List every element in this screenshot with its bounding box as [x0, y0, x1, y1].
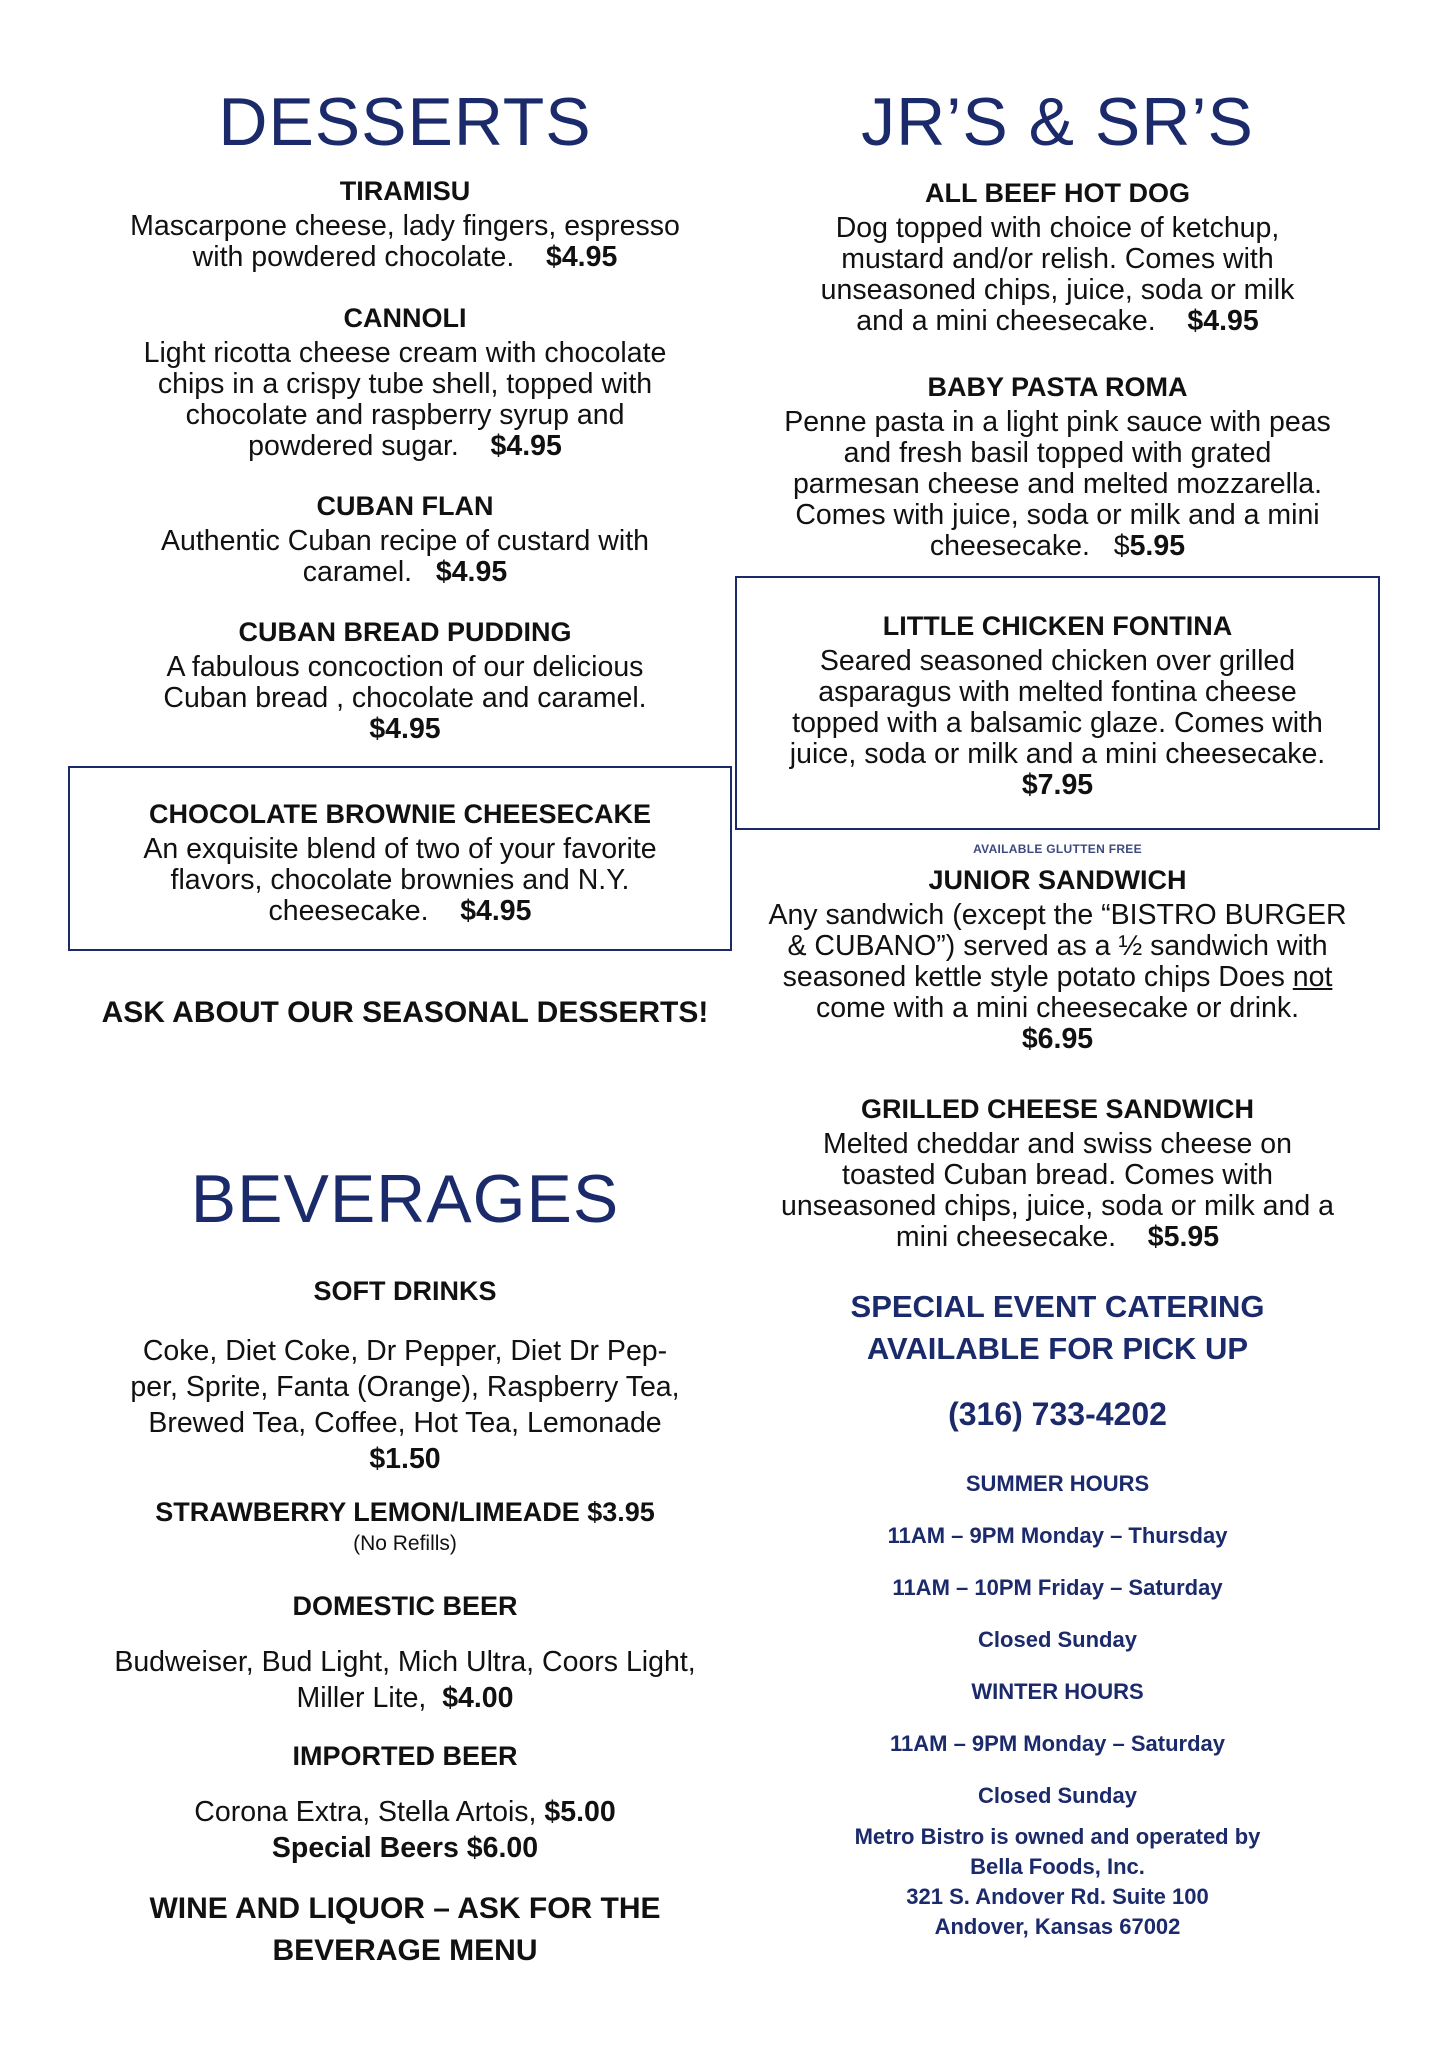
item-desc — [735, 900, 1380, 1055]
desc-line: per, Sprite, Fanta (Orange), Raspberry Tea, — [130, 1371, 680, 1403]
desc-line — [735, 1222, 1380, 1253]
desc-line: chocolate and raspberry syrup and — [185, 399, 625, 431]
item-desc — [735, 407, 1380, 562]
menu-item-chocolate-brownie-cheesecake — [68, 766, 732, 951]
desc-line: unseasoned chips, juice, soda or milk and a — [781, 1190, 1334, 1222]
item-desc — [70, 834, 730, 927]
hours-line: Closed Sunday — [978, 1627, 1137, 1652]
item-price: $5.95 — [1147, 1221, 1220, 1253]
item-desc — [60, 652, 750, 745]
bev-strawberry-lemonade — [60, 1496, 750, 1556]
item-desc — [60, 1333, 750, 1477]
item-price: $4.95 — [435, 556, 508, 588]
desc-line: unseasoned chips, juice, soda or milk — [820, 274, 1295, 306]
summer-hours-label: SUMMER HOURS — [965, 1471, 1150, 1496]
desc-text: and a mini cheesecake. — [856, 305, 1156, 337]
bev-domestic-beer — [60, 1590, 750, 1716]
desc-line: topped with a balsamic glaze. Comes with — [792, 707, 1323, 739]
desc-text: cheesecake. — [268, 895, 429, 927]
item-price: $4.95 — [490, 430, 562, 462]
item-name: CHOCOLATE BROWNIE CHEESECAKE — [148, 799, 652, 829]
hours-line: 11AM – 10PM Friday – Saturday — [892, 1575, 1223, 1600]
wine-liquor-note — [60, 1888, 750, 1972]
desc-line — [735, 306, 1380, 337]
desc-line — [60, 557, 750, 588]
desc-line: Comes with juice, soda or milk and a mini — [795, 499, 1320, 531]
item-price: $4.00 — [442, 1682, 514, 1714]
item-price: $4.95 — [369, 713, 441, 745]
desc-line: Mascarpone cheese, lady fingers, espresso — [130, 210, 680, 242]
gluten-free-note: AVAILABLE GLUTTEN FREE — [973, 842, 1142, 856]
desc-line: Coke, Diet Coke, Dr Pepper, Diet Dr Pep- — [142, 1335, 668, 1367]
desc-text: with powdered chocolate. — [192, 241, 515, 273]
item-desc — [60, 526, 750, 588]
desc-line: juice, soda or milk and a mini cheesecake. — [789, 738, 1326, 770]
item-name: CANNOLI — [343, 303, 467, 333]
desc-line: asparagus with melted fontina cheese — [818, 676, 1297, 708]
item-desc — [60, 1794, 750, 1866]
desc-text: Corona Extra, Stella Artois, — [194, 1796, 537, 1828]
hours-block — [735, 1458, 1380, 1822]
item-price: $4.95 — [1187, 305, 1259, 337]
desc-line: Authentic Cuban recipe of custard with — [161, 525, 649, 557]
desc-line: Cuban bread , chocolate and caramel. — [163, 682, 647, 714]
menu-item-cuban-bread-pudding — [60, 616, 750, 745]
item-name: GRILLED CHEESE SANDWICH — [860, 1094, 1255, 1124]
desserts-title: DESSERTS — [218, 84, 592, 160]
owner-line: Metro Bistro is owned and operated by — [854, 1824, 1261, 1849]
owner-address-block — [735, 1822, 1380, 1942]
catering-heading — [715, 1286, 1400, 1370]
item-price: 5.95 — [1129, 530, 1186, 562]
item-name: DOMESTIC BEER — [292, 1591, 518, 1621]
juniors-title: JR’S & SR’S — [861, 84, 1254, 160]
desc-text: seasoned kettle style potato chips Does — [782, 961, 1293, 993]
item-price: $4.95 — [545, 241, 618, 273]
desc-line: Budweiser, Bud Light, Mich Ultra, Coors Light, — [114, 1646, 696, 1678]
catering-line: AVAILABLE FOR PICK UP — [866, 1331, 1249, 1366]
item-desc — [737, 646, 1378, 801]
desc-line: chips in a crispy tube shell, topped with — [157, 368, 653, 400]
item-name: IMPORTED BEER — [292, 1741, 518, 1771]
item-desc — [735, 213, 1380, 337]
beverages-title: BEVERAGES — [190, 1161, 620, 1237]
desc-line: flavors, chocolate brownies and N.Y. — [170, 864, 630, 896]
item-name: BABY PASTA ROMA — [927, 372, 1188, 402]
desc-line: Dog topped with choice of ketchup, — [835, 212, 1280, 244]
item-name: ALL BEEF HOT DOG — [924, 178, 1190, 208]
item-price: $5.00 — [544, 1796, 616, 1828]
item-desc — [60, 211, 750, 273]
wine-line: BEVERAGE MENU — [272, 1934, 538, 1967]
special-beers: Special Beers $6.00 — [271, 1832, 539, 1864]
desc-line — [60, 1680, 750, 1716]
desc-line: An exquisite blend of two of your favorite — [143, 833, 657, 865]
item-price: $6.95 — [1021, 1023, 1094, 1055]
item-name: TIRAMISU — [339, 176, 471, 206]
desc-line — [60, 431, 750, 462]
item-price: $1.50 — [369, 1443, 441, 1475]
item-price: $4.95 — [460, 895, 532, 927]
desc-text: cheesecake. — [929, 530, 1090, 562]
wine-line: WINE AND LIQUOR – ASK FOR THE — [149, 1892, 661, 1925]
desc-line: and fresh basil topped with grated — [843, 437, 1272, 469]
item-price: $7.95 — [1021, 769, 1094, 801]
address-line: Andover, Kansas 67002 — [934, 1914, 1181, 1939]
menu-item-junior-sandwich — [735, 864, 1380, 1055]
desc-line — [735, 962, 1380, 993]
hours-line: 11AM – 9PM Monday – Saturday — [890, 1731, 1225, 1756]
menu-item-baby-pasta-roma — [735, 371, 1380, 562]
desc-line: toasted Cuban bread. Comes with — [842, 1159, 1273, 1191]
desc-line: Brewed Tea, Coffee, Hot Tea, Lemonade — [148, 1407, 662, 1439]
desc-line: parmesan cheese and melted mozzarella. — [792, 468, 1323, 500]
menu-item-little-chicken-fontina — [735, 576, 1380, 830]
hours-line: Closed Sunday — [978, 1783, 1137, 1808]
seasonal-desserts-note: ASK ABOUT OUR SEASONAL DESSERTS! — [101, 996, 709, 1029]
item-name: STRAWBERRY LEMON/LIMEADE $3.95 — [155, 1497, 655, 1527]
item-desc — [735, 1129, 1380, 1253]
desc-line: Melted cheddar and swiss cheese on — [823, 1128, 1292, 1160]
desc-line — [735, 531, 1380, 562]
catering-line: SPECIAL EVENT CATERING — [850, 1289, 1265, 1324]
owner-line: Bella Foods, Inc. — [970, 1854, 1145, 1879]
bev-imported-beer — [60, 1740, 750, 1866]
price-prefix: $ — [1113, 530, 1130, 562]
menu-item-tiramisu — [60, 175, 750, 273]
address-line: 321 S. Andover Rd. Suite 100 — [906, 1884, 1209, 1909]
winter-hours-label: WINTER HOURS — [971, 1679, 1144, 1704]
item-name: JUNIOR SANDWICH — [928, 865, 1187, 895]
item-desc — [60, 338, 750, 462]
desc-line: mustard and/or relish. Comes with — [841, 243, 1274, 275]
desc-line: Light ricotta cheese cream with chocolate — [143, 337, 667, 369]
menu-item-grilled-cheese-sandwich — [735, 1093, 1380, 1253]
desc-text: powdered sugar. — [248, 430, 459, 462]
item-name: LITTLE CHICKEN FONTINA — [882, 611, 1233, 641]
menu-item-cuban-flan — [60, 490, 750, 588]
desc-line: Penne pasta in a light pink sauce with peas — [784, 406, 1331, 438]
desc-line: come with a mini cheesecake or drink. — [815, 992, 1300, 1024]
underlined-not: not — [1292, 961, 1333, 993]
desc-line — [70, 896, 730, 927]
desc-text: mini cheesecake. — [895, 1221, 1117, 1253]
no-refills-note: (No Refills) — [353, 1532, 457, 1555]
hours-line: 11AM – 9PM Monday – Thursday — [887, 1523, 1228, 1548]
desc-line: Any sandwich (except the “BISTRO BURGER — [768, 899, 1347, 931]
desc-line: A fabulous concoction of our delicious — [166, 651, 644, 683]
bev-soft-drinks — [60, 1275, 750, 1477]
menu-item-cannoli — [60, 302, 750, 462]
desc-line: Seared seasoned chicken over grilled — [819, 645, 1296, 677]
desc-line: & CUBANO”) served as a ½ sandwich with — [787, 930, 1328, 962]
desc-line — [60, 242, 750, 273]
desc-text: caramel. — [302, 556, 413, 588]
phone-number: (316) 733-4202 — [948, 1396, 1167, 1432]
item-name: CUBAN BREAD PUDDING — [238, 617, 572, 647]
item-name: CUBAN FLAN — [316, 491, 494, 521]
desc-line — [60, 1794, 750, 1830]
menu-item-all-beef-hot-dog — [735, 177, 1380, 337]
desc-text: Miller Lite, — [296, 1682, 427, 1714]
item-name: SOFT DRINKS — [313, 1276, 497, 1306]
item-desc — [60, 1644, 750, 1716]
